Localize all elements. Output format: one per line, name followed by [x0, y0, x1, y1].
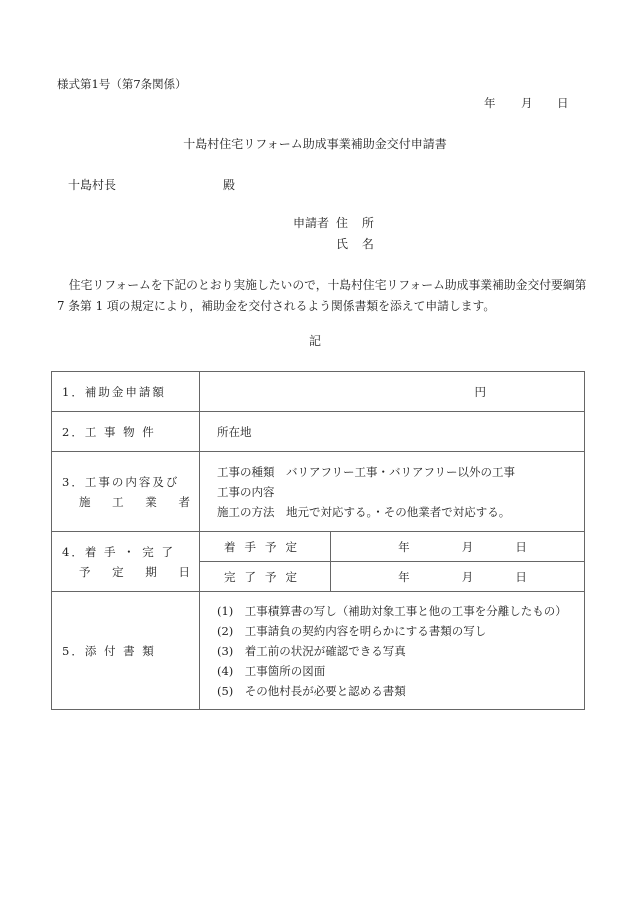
- schedule-label-line1: 4．着 手 ・ 完 了: [62, 544, 175, 559]
- date-month: 月: [521, 96, 533, 110]
- applicant-label: 申請者: [293, 216, 330, 230]
- date-day: 日: [557, 96, 569, 110]
- row-attachments: [52, 592, 585, 710]
- attachment-item: (3) 着工前の状況が確認できる写真: [216, 643, 406, 658]
- name-label: 氏 名: [336, 237, 379, 251]
- schedule-label-line2: 予 定 期 日: [79, 564, 199, 579]
- row-schedule-start: [52, 532, 585, 562]
- body-paragraph: [57, 275, 597, 317]
- addressee-name: 十島村長: [68, 178, 117, 192]
- end-month: 月: [461, 569, 474, 584]
- application-table: [51, 371, 585, 710]
- work-method-line: 施工の方法 地元で対応する。・その他業者で対応する。: [216, 504, 511, 519]
- end-date-field[interactable]: [330, 562, 584, 592]
- start-month: 月: [461, 539, 474, 554]
- work-detail-line: 工事の内容: [216, 484, 275, 499]
- addressee-honorific: 殿: [223, 178, 236, 192]
- row-work-content: [52, 452, 585, 532]
- work-type-line: 工事の種類 バリアフリー工事・バリアフリー以外の工事: [216, 464, 516, 479]
- date-year: 年: [484, 96, 496, 110]
- start-date-field[interactable]: [330, 532, 584, 562]
- ki-heading: 記: [308, 334, 321, 348]
- form-number: 様式第1号（第7条関係）: [57, 77, 187, 91]
- address-label: 住 所: [336, 216, 379, 230]
- property-location-field[interactable]: [199, 412, 584, 452]
- start-label: 着手予定: [199, 532, 330, 562]
- attachment-item: (4) 工事箇所の図面: [216, 663, 326, 678]
- schedule-label: [52, 532, 200, 592]
- attachments-label: 5．添 付 書 類: [52, 592, 200, 710]
- body-line-1: 住宅リフォームを下記のとおり実施したいので，十島村住宅リフォーム助成事業補助金交付要綱第: [57, 278, 587, 292]
- work-content-label-line2: 施 工 業 者: [79, 494, 199, 509]
- work-content-label-line1: 3．工事の内容及び: [62, 474, 180, 489]
- end-year: 年: [398, 569, 410, 584]
- location-label: 所在地: [216, 424, 252, 439]
- yen-unit: 円: [474, 384, 486, 399]
- property-label: 2．工 事 物 件: [52, 412, 200, 452]
- subsidy-amount-label: 1．補助金申請額: [52, 372, 200, 412]
- work-content-field[interactable]: [199, 452, 584, 532]
- work-content-label: [52, 452, 200, 532]
- attachment-item: (2) 工事請負の契約内容を明らかにする書類の写し: [216, 623, 487, 638]
- end-label: 完了予定: [199, 562, 330, 592]
- start-year: 年: [398, 539, 410, 554]
- attachment-item: (5) その他村長が必要と認める書類: [216, 683, 406, 698]
- subsidy-amount-field[interactable]: [199, 372, 584, 412]
- document-title: 十島村住宅リフォーム助成事業補助金交付申請書: [183, 137, 447, 151]
- start-day: 日: [515, 539, 527, 554]
- attachment-item: (1) 工事積算書の写し（補助対象工事と他の工事を分離したもの）: [216, 603, 567, 618]
- row-subsidy-amount: [52, 372, 585, 412]
- row-property: [52, 412, 585, 452]
- end-day: 日: [515, 569, 527, 584]
- body-line-2: 7 条第 1 項の規定により，補助金を交付されるよう関係書類を添えて申請します。: [57, 299, 496, 313]
- attachments-list: [199, 592, 584, 710]
